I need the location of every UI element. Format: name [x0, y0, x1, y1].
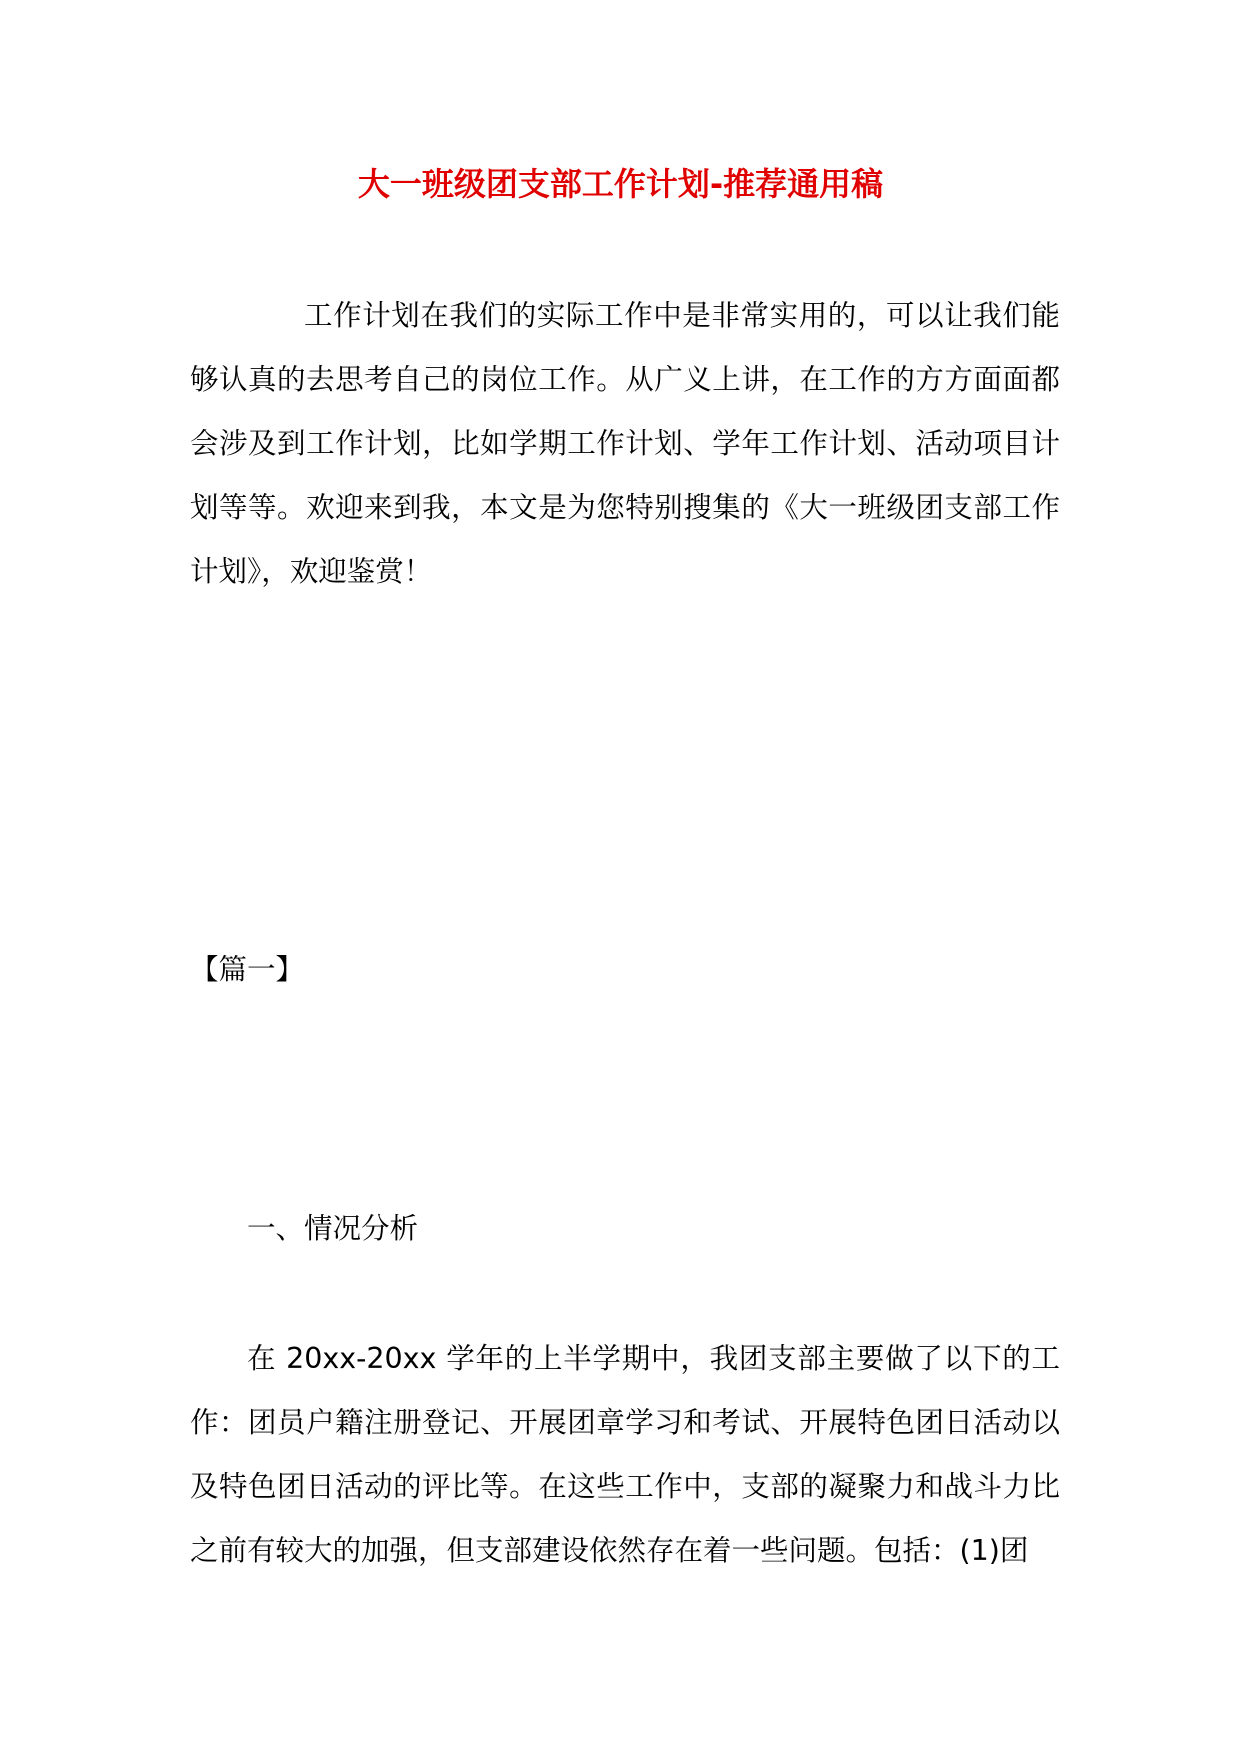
intro-paragraph: 工作计划在我们的实际工作中是非常实用的，可以让我们能够认真的去思考自己的岗位工作。从广义上讲，在工作的方方面面都会涉及到工作计划，比如学期工作计划、学年工作计划、活动项目计划等等。欢迎来到我，本文是为您特别搜集的《大一班级团支部工作计划》，欢迎鉴赏！ [190, 299, 1060, 588]
section-heading: 一、情况分析 [247, 1212, 419, 1245]
section-label: 【篇一】 [190, 953, 305, 986]
document-title: 大一班级团支部工作计划-推荐通用稿 [357, 165, 884, 203]
body-paragraph: 在 20xx-20xx 学年的上半学期中，我团支部主要做了以下的工作：团员户籍注册登记、开展团章学习和考试、开展特色团日活动以及特色团日活动的评比等。在这些工作中，支部的凝聚力和战斗力比之前有较大的加强，但支部建设依然存在着一些问题。包括：(1)团 [190, 1342, 1060, 1567]
